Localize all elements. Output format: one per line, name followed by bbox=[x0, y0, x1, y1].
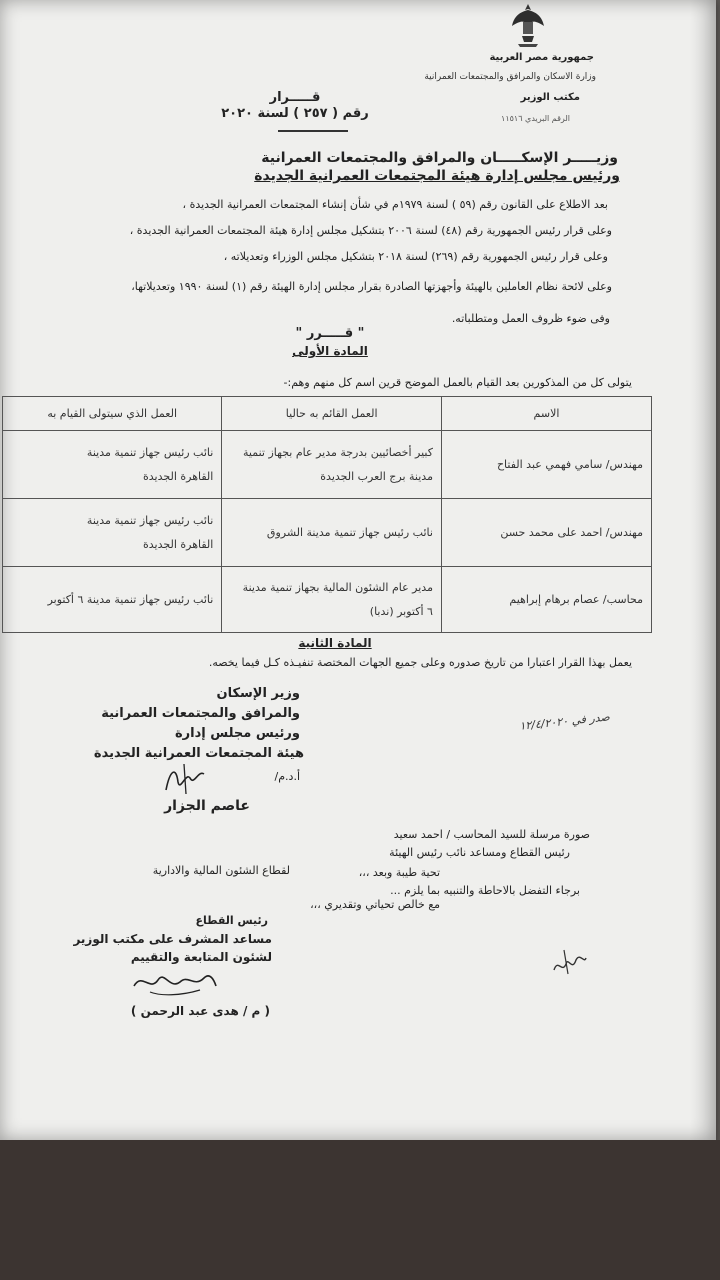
copy-regards: مع خالص تحياتي وتقديري ،،، bbox=[310, 898, 440, 911]
row-new bbox=[3, 567, 222, 633]
row-new-line: نائب رئيس جهاز تنمية مدينة bbox=[86, 513, 214, 527]
decree-underline bbox=[278, 130, 348, 132]
header-current: العمل القائم به حاليا bbox=[222, 397, 442, 431]
copy-greeting: تحية طيبة وبعد ،،، bbox=[358, 866, 440, 879]
copy-recipient: صورة مرسلة للسيد المحاسب / احمد سعيد bbox=[393, 828, 590, 841]
row-name: مهندس/ احمد على محمد حسن bbox=[441, 499, 651, 567]
signatory-name: عاصم الجزار bbox=[164, 798, 250, 814]
minister-signature-scribble bbox=[160, 760, 210, 800]
assignments-table bbox=[2, 396, 652, 633]
office-name: مكتب الوزير bbox=[520, 92, 580, 103]
handwritten-issue-date: صدر في ١٢/٤/٢٠٢٠ bbox=[518, 710, 611, 733]
row-new-line: نائب رئيس جهاز تنمية مدينة ٦ أكتوبر bbox=[47, 592, 214, 606]
signature-line-3: ورئيس مجلس إدارة bbox=[174, 726, 300, 741]
preamble-2: وعلى قرار رئيس الجمهورية رقم (٤٨) لسنة ٢٠٠٦ بتشكيل مجلس إدارة هيئة المجتمعات العمرانية الجديدة ، bbox=[129, 224, 612, 237]
issuer-line-2: ورئيس مجلس إدارة هيئة المجتمعات العمرانية الجديدة bbox=[254, 168, 620, 184]
page-edge-shadow bbox=[690, 0, 720, 1140]
sender-line-3: لشئون المتابعة والتقييم bbox=[130, 950, 272, 964]
copy-request: برجاء التفضل بالاحاطة والتنبيه بما يلزم ... bbox=[390, 884, 580, 897]
sender-line-1: رئيس القطاع bbox=[195, 914, 268, 927]
signature-line-1: وزير الإسكان bbox=[216, 686, 300, 701]
row-current-line: ٦ أكتوبر (ندبا) bbox=[369, 604, 433, 618]
ministry-name: وزارة الاسكان والمرافق والمجتمعات العمرانية bbox=[424, 72, 596, 82]
row-current-line: كبير أخصائيين بدرجة مدير عام بجهاز تنمية bbox=[243, 445, 433, 459]
decree-number: رقم ( ٢٥٧ ) لسنة ٢٠٢٠ bbox=[221, 106, 369, 121]
signature-title: أ.د.م/ bbox=[274, 770, 300, 783]
preamble-4: وعلى لائحة نظام العاملين بالهيئة وأجهزتها الصادرة بقرار مجلس إدارة الهيئة رقم (١) لسنة ١٩٩٠ وتعديلاتها، bbox=[131, 280, 612, 293]
table-row bbox=[3, 499, 652, 567]
row-current bbox=[222, 567, 442, 633]
row-new-line: نائب رئيس جهاز تنمية مدينة bbox=[86, 445, 214, 459]
article-2-text: يعمل بهذا القرار اعتبارا من تاريخ صدوره وعلى جميع الجهات المختصة تنفيـذه كـل فيما يخصه. bbox=[208, 656, 632, 669]
postal-code: الرقم البريدي ١١٥١٦ bbox=[501, 114, 570, 123]
preamble-1: بعد الاطلاع على القانون رقم (٥٩ ) لسنة ١٩٧٩م في شأن إنشاء المجتمعات العمرانية الجديدة ، bbox=[182, 198, 608, 211]
signature-line-2: والمرافق والمجتمعات العمرانية bbox=[101, 706, 300, 721]
article-2-title: المادة الثانية bbox=[298, 636, 372, 650]
article-1-title: المادة الأولى bbox=[292, 344, 368, 358]
row-current-line: مدينة برج العرب الجديدة bbox=[320, 469, 433, 483]
row-current bbox=[222, 431, 442, 499]
article-1-intro: يتولى كل من المذكورين بعد القيام بالعمل الموضح قرين اسم كل منهم وهم:- bbox=[283, 376, 632, 389]
sender-name: ( م / هدى عبد الرحمن ) bbox=[130, 1004, 270, 1018]
signature-line-4: هيئة المجتمعات العمرانية الجديدة bbox=[93, 746, 304, 761]
republic-name: جمهورية مصر العربية bbox=[489, 52, 594, 63]
row-name: مهندس/ سامي فهمي عبد الفتاح bbox=[441, 431, 651, 499]
table-row bbox=[3, 567, 652, 633]
background-surface bbox=[0, 1140, 720, 1280]
header-name: الاسم bbox=[441, 397, 651, 431]
decides-heading: " قـــــرر " bbox=[295, 326, 365, 341]
preamble-5: وفى ضوء ظروف العمل ومتطلباته. bbox=[451, 312, 610, 325]
preamble-3: وعلى قرار رئيس الجمهورية رقم (٢٦٩) لسنة ٢٠١٨ بتشكيل مجلس الوزراء وتعديلاته ، bbox=[223, 250, 608, 263]
row-current-line: نائب رئيس جهاز تنمية مدينة الشروق bbox=[266, 525, 433, 539]
handwritten-initials bbox=[550, 944, 590, 980]
copy-role-2: لقطاع الشئون المالية والادارية bbox=[152, 864, 290, 877]
row-name: محاسب/ عصام برهام إبراهيم bbox=[441, 567, 651, 633]
row-new bbox=[3, 499, 222, 567]
header-new: العمل الذي سيتولى القيام به bbox=[3, 397, 222, 431]
row-new-line: القاهرة الجديدة bbox=[143, 469, 214, 483]
row-current-line: مدير عام الشئون المالية بجهاز تنمية مدينة bbox=[242, 580, 433, 594]
copy-role-1: رئيس القطاع ومساعد نائب رئيس الهيئة bbox=[389, 846, 570, 859]
table-header-row bbox=[3, 397, 652, 431]
row-current bbox=[222, 499, 442, 567]
sender-line-2: مساعد المشرف على مكتب الوزير bbox=[73, 932, 272, 946]
eagle-emblem-icon bbox=[510, 2, 546, 48]
row-new bbox=[3, 431, 222, 499]
decree-word: قـــــرار bbox=[269, 90, 321, 105]
sender-signature-scribble bbox=[130, 962, 220, 1002]
row-new-line: القاهرة الجديدة bbox=[143, 537, 214, 551]
table-row bbox=[3, 431, 652, 499]
issuer-line-1: وزيـــــر الإسكـــــان والمرافق والمجتمعات العمرانية bbox=[261, 150, 618, 166]
